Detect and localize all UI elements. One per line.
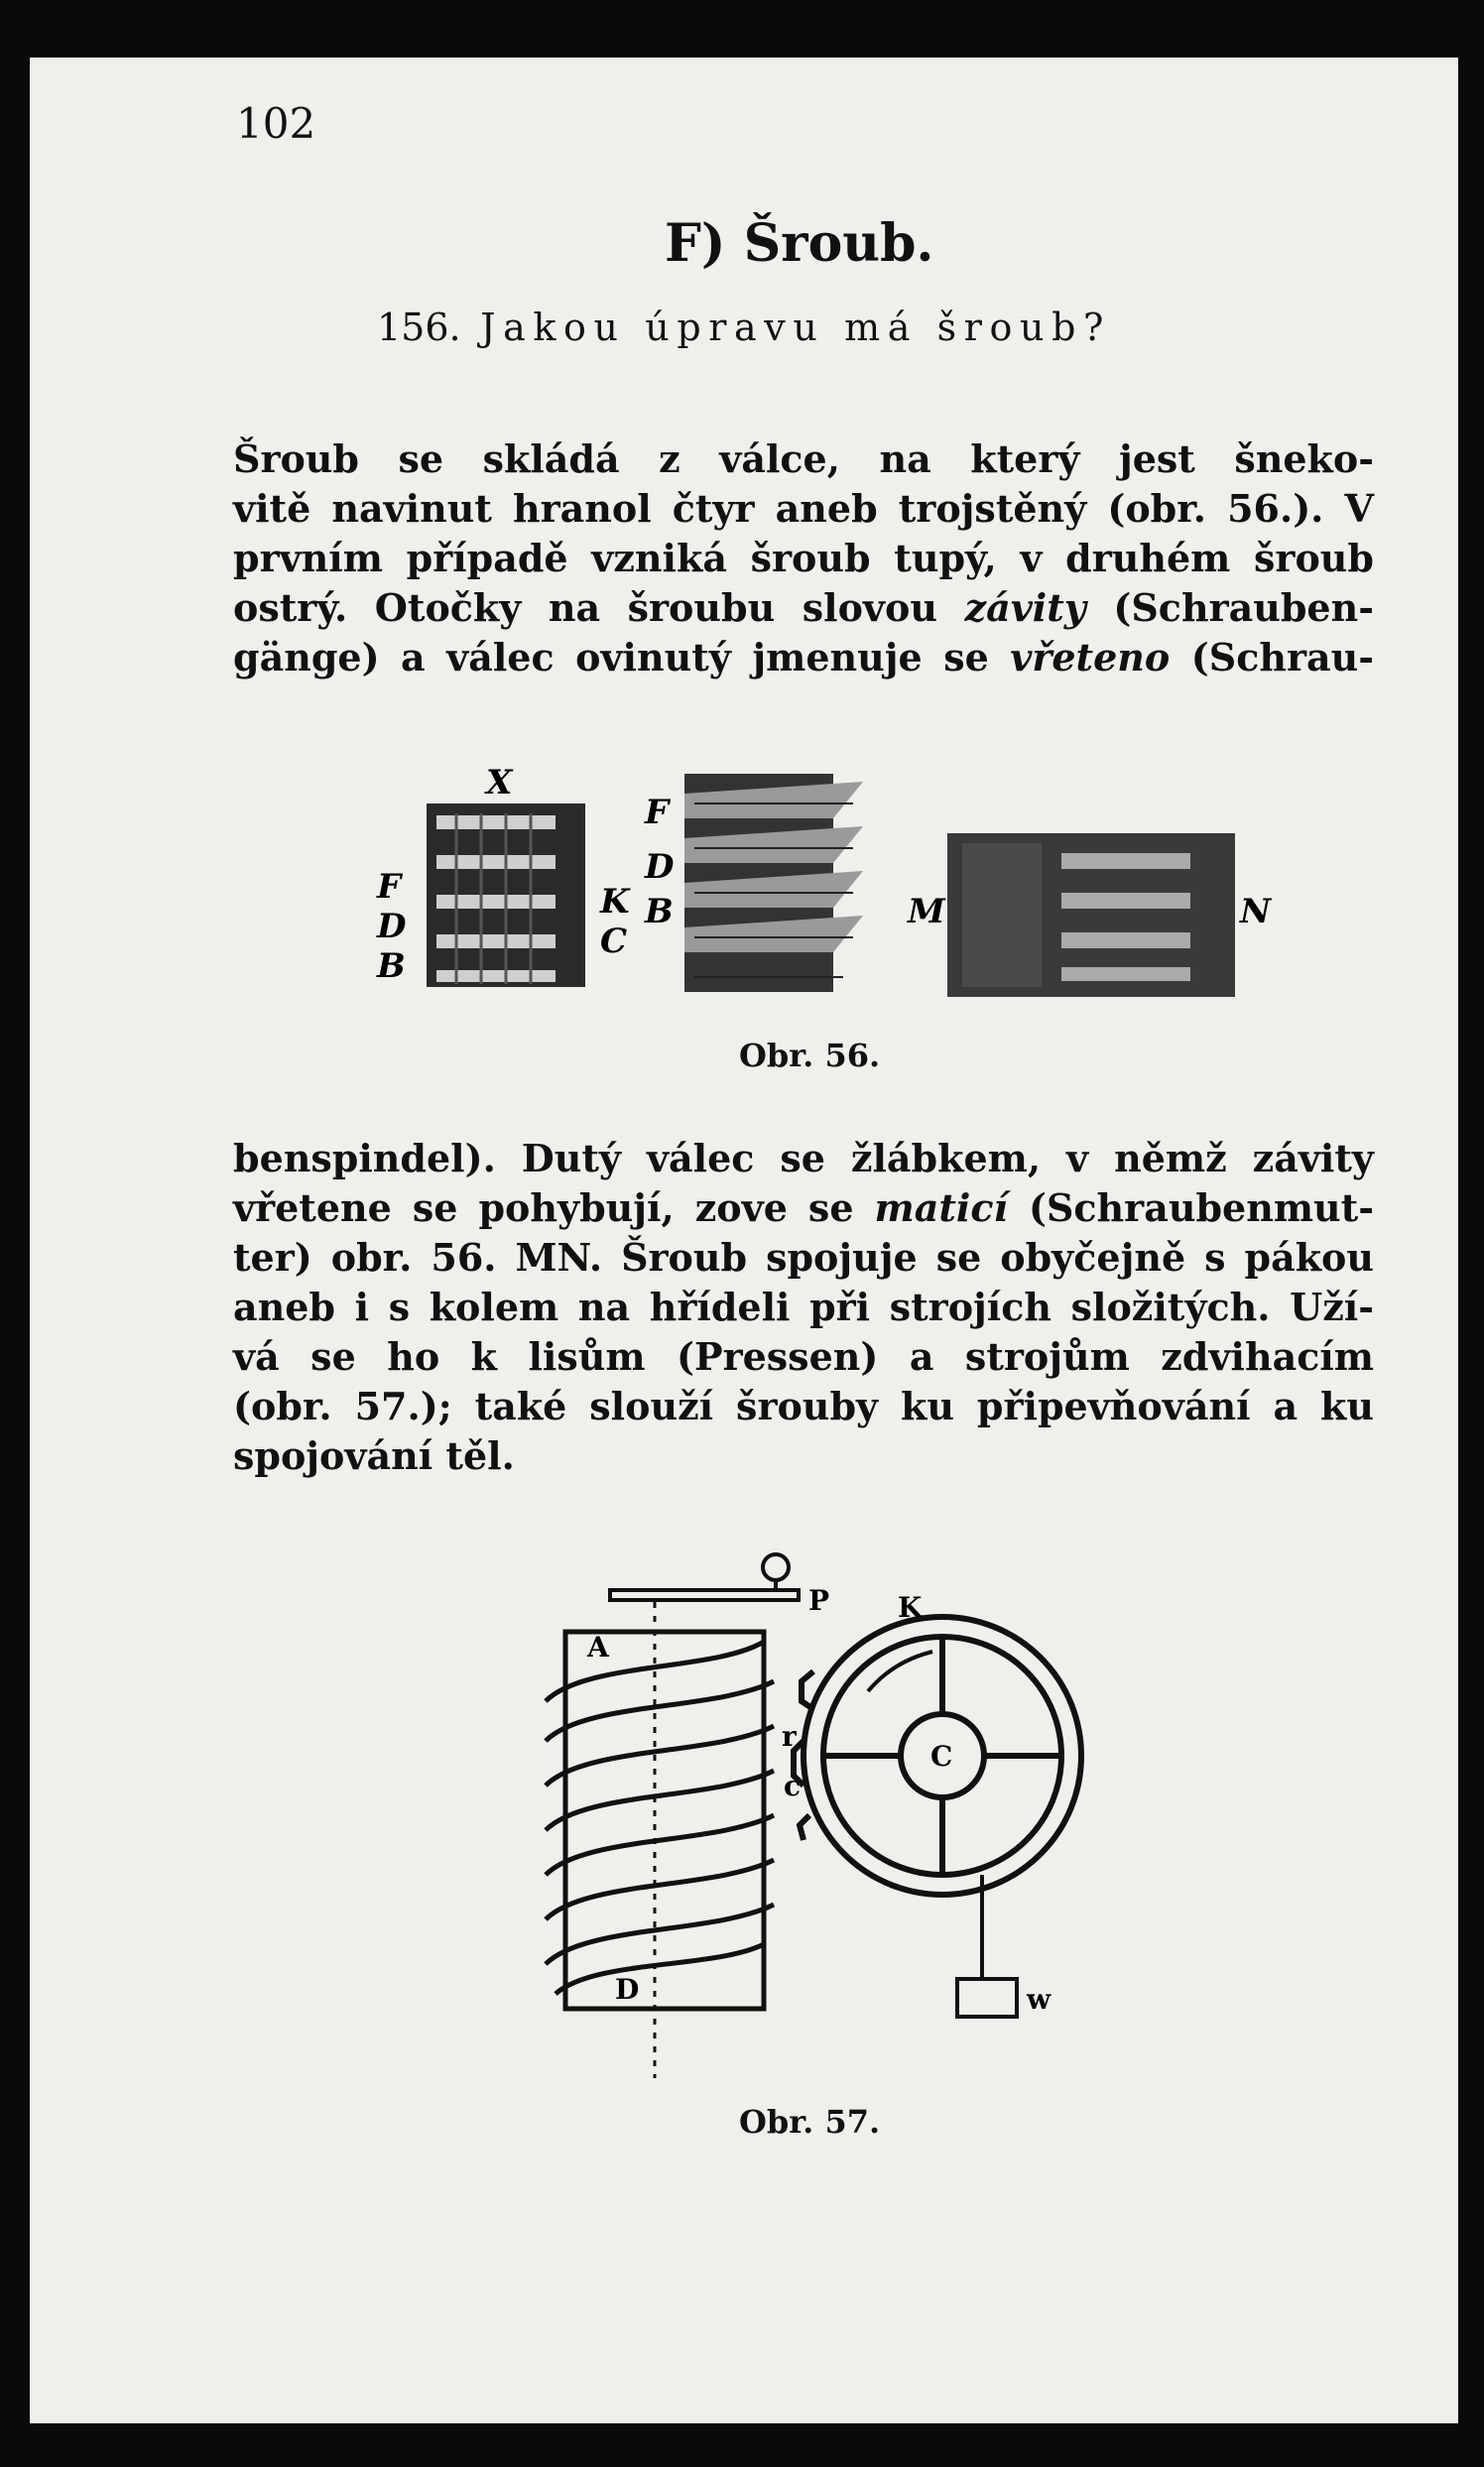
label-c: C — [600, 922, 628, 961]
paragraph1-line-2 — [233, 486, 1374, 531]
paragraph2-line-4 — [233, 1285, 1374, 1329]
figure-56-illustration — [367, 764, 1290, 1012]
text-run: ter) obr. 56. MN. Šroub spojuje se obyčejně s pákou — [233, 1235, 1374, 1280]
section-heading: F) Šroub. — [665, 213, 934, 274]
text-run: (obr. 57.); také slouží šrouby ku připevňování a ku — [233, 1384, 1374, 1428]
square-thread-screw-drawing — [427, 803, 585, 987]
text-run: Šroub se skládá z válce, na který jest šneko- — [233, 436, 1374, 481]
label-c-small: c — [784, 1770, 802, 1802]
page-number: 102 — [236, 99, 316, 148]
label-w: w — [1027, 1983, 1051, 2016]
triangular-thread-screw-drawing — [684, 774, 863, 992]
label-k: K — [898, 1591, 923, 1624]
paragraph1-line-3 — [233, 536, 1374, 580]
gear-wheel-drawing — [794, 1617, 1081, 2017]
paragraph1-line-1 — [233, 436, 1374, 481]
worm-screw-drawing — [546, 1602, 774, 2078]
italic-term: vřeteno — [1010, 635, 1171, 679]
question-text: Jakou úpravu má šroub? — [480, 306, 1111, 349]
paragraph2-line-6 — [233, 1384, 1374, 1428]
nut-drawing — [947, 833, 1235, 997]
figure-57-illustration — [516, 1542, 1131, 2098]
label-d: D — [615, 1973, 640, 2006]
text-run: benspindel). Dutý válec se žlábkem, v němž závity — [233, 1136, 1374, 1180]
lever-handle-drawing — [610, 1554, 799, 1600]
text-run: aneb i s kolem na hřídeli při strojích složitých. Uží- — [233, 1285, 1374, 1329]
label-d: D — [377, 907, 407, 946]
label-n: N — [1240, 892, 1272, 931]
question-line — [377, 306, 1111, 349]
label-b-mid: B — [645, 892, 674, 931]
text-run: vitě navinut hranol čtyr aneb trojstěný (obr. 56.). V — [233, 486, 1374, 531]
text-run: vá se ho k lisům (Pressen) a strojům zdvihacím — [233, 1334, 1374, 1379]
figure-56-caption: Obr. 56. — [739, 1037, 881, 1074]
label-b: B — [377, 946, 406, 986]
label-c: C — [930, 1740, 953, 1773]
paragraph1-line-4 — [233, 585, 1374, 630]
text-run: (Schraubenmut- — [1007, 1185, 1374, 1230]
paragraph2-line-3 — [233, 1235, 1374, 1280]
text-run: spojování těl. — [233, 1433, 515, 1478]
text-run: (Schrau- — [1170, 635, 1374, 679]
text-run: prvním případě vzniká šroub tupý, v druhém šroub — [233, 536, 1374, 580]
label-a: A — [587, 1631, 609, 1664]
italic-term: závity — [964, 585, 1086, 630]
label-p: P — [808, 1584, 830, 1617]
text-run: (Schrauben- — [1085, 585, 1374, 630]
figure-57-caption: Obr. 57. — [739, 2103, 881, 2141]
label-d-mid: D — [645, 847, 675, 887]
question-number: 156. — [377, 306, 461, 349]
label-m: M — [908, 892, 945, 931]
label-k: K — [600, 882, 630, 922]
paragraph1-line-5 — [233, 635, 1374, 679]
text-run: vřetene se pohybují, zove se — [233, 1185, 875, 1230]
label-f-mid: F — [645, 793, 670, 832]
label-f: F — [377, 867, 402, 907]
label-x: X — [486, 764, 513, 802]
paragraph2-line-5 — [233, 1334, 1374, 1379]
paragraph2-line-2 — [233, 1185, 1374, 1230]
text-run: gänge) a válec ovinutý jmenuje se — [233, 635, 1011, 679]
text-run: ostrý. Otočky na šroubu slovou — [233, 585, 965, 630]
paragraph2-line-7 — [233, 1433, 1374, 1478]
paragraph2-line-1 — [233, 1136, 1374, 1180]
italic-term: maticí — [874, 1185, 1008, 1230]
label-r: r — [782, 1720, 797, 1753]
